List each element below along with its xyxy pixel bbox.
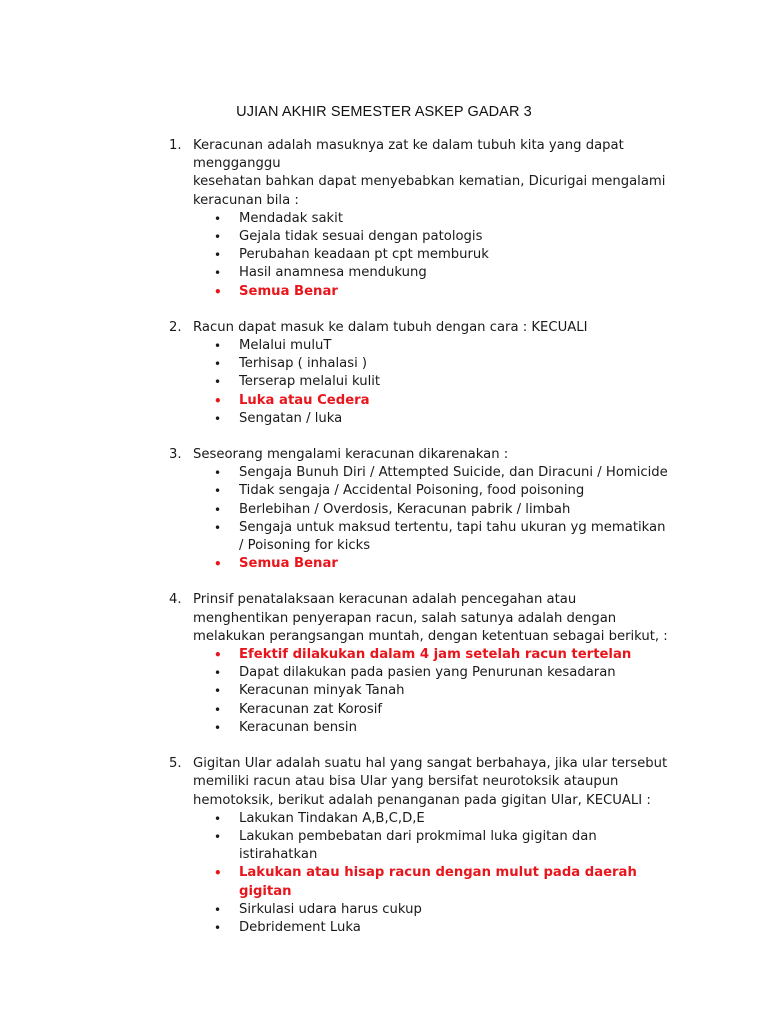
bullet-icon: • <box>214 829 222 844</box>
answer-option-correct <box>214 283 669 301</box>
answer-option <box>214 410 669 428</box>
answer-option-text: Sengatan / luka <box>239 410 343 426</box>
question-text <box>193 446 669 464</box>
bullet-icon: • <box>214 266 222 281</box>
answer-option <box>214 828 669 864</box>
bullet-icon: • <box>214 466 222 481</box>
answer-option <box>214 228 669 246</box>
bullet-icon: • <box>214 811 222 826</box>
answer-option-text: Sengaja untuk maksud tertentu, tapi tahu ukuran yg mematikan / Poisoning for kicks <box>239 519 666 554</box>
bullet-icon: • <box>214 339 222 354</box>
question-item <box>169 137 669 301</box>
question-number: 2. <box>169 319 182 335</box>
answer-option-text: Tidak sengaja / Accidental Poisoning, food poisoning <box>239 483 585 499</box>
bullet-icon: • <box>214 557 222 572</box>
answer-options <box>193 337 669 428</box>
answer-option <box>214 664 669 682</box>
bullet-icon: • <box>214 520 222 535</box>
answer-option <box>214 901 669 919</box>
answer-option-text: Mendadak sakit <box>239 210 344 226</box>
answer-option <box>214 501 669 519</box>
bullet-icon: • <box>214 720 222 735</box>
question-text-line: kesehatan bahkan dapat menyebabkan kematian, Dicurigai mengalami keracunan bila : <box>193 174 666 208</box>
bullet-icon: • <box>214 902 222 917</box>
answer-option-correct <box>214 864 669 900</box>
question-text <box>193 755 669 810</box>
answer-option-text: Keracunan zat Korosif <box>239 701 383 717</box>
answer-option-text: Keracunan bensin <box>239 719 357 735</box>
bullet-icon: • <box>214 248 222 263</box>
question-number: 4. <box>169 592 182 608</box>
answer-option <box>214 464 669 482</box>
bullet-icon: • <box>214 411 222 426</box>
question-text-line: Keracunan adalah masuknya zat ke dalam tubuh kita yang dapat mengganggu <box>193 138 624 172</box>
question-text <box>193 591 669 646</box>
answer-option-text: Gejala tidak sesuai dengan patologis <box>239 229 483 245</box>
answer-option <box>214 355 669 373</box>
answer-option-text: Melalui muluT <box>239 338 332 354</box>
answer-option-text: Dapat dilakukan pada pasien yang Penurunan kesadaran <box>239 665 616 681</box>
question-text-line: Racun dapat masuk ke dalam tubuh dengan cara : KECUALI <box>193 319 588 335</box>
answer-options <box>193 810 669 937</box>
answer-option <box>214 337 669 355</box>
bullet-icon: • <box>214 211 222 226</box>
question-number: 5. <box>169 756 182 772</box>
answer-option-text: Perubahan keadaan pt cpt memburuk <box>239 247 489 263</box>
bullet-icon: • <box>214 393 222 408</box>
answer-option-text: Sengaja Bunuh Diri / Attempted Suicide, dan Diracuni / Homicide <box>239 465 668 481</box>
answer-option <box>214 810 669 828</box>
answer-option-text: Semua Benar <box>239 283 338 299</box>
answer-option-correct <box>214 392 669 410</box>
bullet-icon: • <box>214 502 222 517</box>
bullet-icon: • <box>214 357 222 372</box>
answer-option-text: Debridement Luka <box>239 919 361 935</box>
answer-option-correct <box>214 555 669 573</box>
answer-option <box>214 701 669 719</box>
bullet-icon: • <box>214 920 222 935</box>
question-item <box>169 319 669 428</box>
bullet-icon: • <box>214 375 222 390</box>
question-text <box>193 137 669 210</box>
answer-option-text: Terserap melalui kulit <box>239 374 381 390</box>
answer-option <box>214 373 669 391</box>
answer-option-text: Luka atau Cedera <box>239 392 370 408</box>
answer-option-text: Lakukan Tindakan A,B,C,D,E <box>239 810 425 826</box>
answer-option <box>214 682 669 700</box>
answer-option-text: Lakukan atau hisap racun dengan mulut pada daerah gigitan <box>239 865 637 899</box>
bullet-icon: • <box>214 666 222 681</box>
answer-option <box>214 246 669 264</box>
question-item <box>169 755 669 937</box>
answer-option <box>214 919 669 937</box>
answer-option-correct <box>214 646 669 664</box>
answer-options <box>193 210 669 301</box>
answer-options <box>193 464 669 573</box>
bullet-icon: • <box>214 866 222 881</box>
question-text <box>193 319 669 337</box>
answer-option <box>214 264 669 282</box>
answer-option-text: Efektif dilakukan dalam 4 jam setelah racun tertelan <box>239 647 632 663</box>
answer-option <box>214 519 669 555</box>
question-list <box>169 137 669 955</box>
answer-option <box>214 482 669 500</box>
bullet-icon: • <box>214 284 222 299</box>
question-item <box>169 446 669 573</box>
bullet-icon: • <box>214 230 222 245</box>
question-text-line: Seseorang mengalami keracunan dikarenakan : <box>193 447 509 463</box>
page-title: UJIAN AKHIR SEMESTER ASKEP GADAR 3 <box>236 104 532 120</box>
answer-options <box>193 646 669 737</box>
answer-option <box>214 210 669 228</box>
answer-option-text: Terhisap ( inhalasi ) <box>239 356 368 372</box>
bullet-icon: • <box>214 484 222 499</box>
question-number: 1. <box>169 138 182 153</box>
question-text-line: Gigitan Ular adalah suatu hal yang sangat berbahaya, jika ular tersebut memiliki racun atau bisa Ular yang bersifat neurotoksik ataupun hemotoksik, berikut adalah penanganan pada gigitan Ular, KECUALI : <box>193 756 668 808</box>
answer-option-text: Berlebihan / Overdosis, Keracunan pabrik / limbah <box>239 501 571 517</box>
bullet-icon: • <box>214 648 222 663</box>
answer-option-text: Semua Benar <box>239 556 338 572</box>
answer-option-text: Keracunan minyak Tanah <box>239 683 405 699</box>
question-text-line: Prinsif penatalaksaan keracunan adalah pencegahan atau menghentikan penyerapan racun, salah satunya adalah dengan melakukan perangsangan muntah, dengan ketentuan sebagai berikut, : <box>193 592 668 644</box>
answer-option-text: Sirkulasi udara harus cukup <box>239 901 422 917</box>
answer-option-text: Lakukan pembebatan dari prokmimal luka gigitan dan istirahatkan <box>239 828 597 863</box>
answer-option-text: Hasil anamnesa mendukung <box>239 265 427 281</box>
question-number: 3. <box>169 447 182 463</box>
bullet-icon: • <box>214 684 222 699</box>
question-item <box>169 591 669 737</box>
bullet-icon: • <box>214 702 222 717</box>
answer-option <box>214 719 669 737</box>
